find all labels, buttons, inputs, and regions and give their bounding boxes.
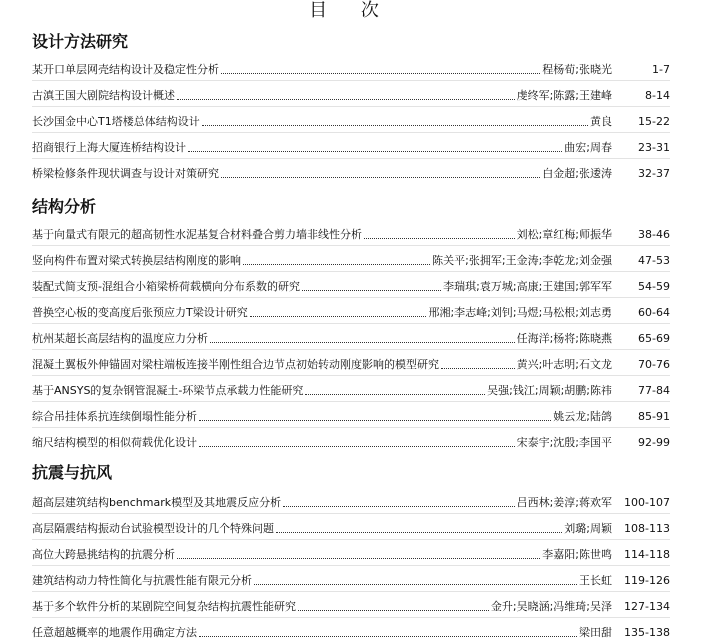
entry-pages: 100-107 (624, 496, 670, 509)
entry-authors: 陈关平;张拥军;王金涛;李乾龙;刘金强 (432, 254, 612, 267)
entry-divider (32, 427, 670, 428)
entry-authors: 刘松;章红梅;师振华 (516, 228, 612, 241)
toc-entry[interactable] (32, 139, 670, 155)
entry-authors: 刘璐;周颖 (564, 522, 612, 535)
entry-title: 普换空心板的变高度后张预应力T梁设计研究 (32, 306, 248, 319)
toc-entry[interactable] (32, 546, 670, 562)
dot-leader (210, 341, 515, 343)
toc-entry[interactable] (32, 520, 670, 536)
entry-pages: 54-59 (638, 280, 670, 293)
toc-entry[interactable] (32, 87, 670, 103)
dot-leader (254, 583, 577, 585)
entry-pages: 60-64 (638, 306, 670, 319)
entry-title: 装配式简支预-混组合小箱梁桥荷载横向分布系数的研究 (32, 280, 300, 293)
entry-divider (32, 80, 670, 81)
entry-divider (32, 375, 670, 376)
dot-leader (302, 289, 441, 291)
entry-pages: 127-134 (624, 600, 670, 613)
entry-pages: 15-22 (638, 115, 670, 128)
section-heading: 设计方法研究 (32, 32, 129, 51)
entry-pages: 38-46 (638, 228, 670, 241)
dot-leader (250, 315, 427, 317)
entry-divider (32, 349, 670, 350)
entry-title: 招商银行上海大厦连桥结构设计 (32, 141, 186, 154)
entry-title: 某开口单层网壳结构设计及稳定性分析 (32, 63, 219, 76)
entry-title: 建筑结构动力特性简化与抗震性能有限元分析 (32, 574, 252, 587)
entry-divider (32, 617, 670, 618)
entry-title: 竖向构件布置对梁式转换层结构刚度的影响 (32, 254, 241, 267)
toc-entry[interactable] (32, 356, 670, 372)
entry-authors: 白金超;张逶涛 (542, 167, 612, 180)
entry-divider (32, 158, 670, 159)
entry-divider (32, 245, 670, 246)
entry-pages: 1-7 (652, 63, 670, 76)
entry-title: 综合吊挂体系抗连续倒塌性能分析 (32, 410, 197, 423)
entry-title: 基于多个软件分析的某剧院空间复杂结构抗震性能研究 (32, 600, 296, 613)
entry-title: 基于向量式有限元的超高韧性水泥基复合材料叠合剪力墙非线性分析 (32, 228, 362, 241)
dot-leader (202, 124, 588, 126)
entry-pages: 135-138 (624, 626, 670, 639)
dot-leader (199, 419, 551, 421)
entry-pages: 108-113 (624, 522, 670, 535)
entry-pages: 92-99 (638, 436, 670, 449)
entry-pages: 8-14 (645, 89, 670, 102)
dot-leader (305, 393, 485, 395)
toc-entry[interactable] (32, 252, 670, 268)
entry-authors: 宋泰宇;沈殷;李国平 (516, 436, 612, 449)
dot-leader (221, 72, 540, 74)
entry-title: 混凝土翼板外伸锚固对梁柱端板连接半刚性组合边节点初始转动刚度影响的模型研究 (32, 358, 439, 371)
dot-leader (177, 98, 515, 100)
entry-divider (32, 132, 670, 133)
entry-title: 古滇王国大剧院结构设计概述 (32, 89, 175, 102)
toc-entry[interactable] (32, 408, 670, 424)
entry-title: 超高层建筑结构benchmark模型及其地震反应分析 (32, 496, 282, 509)
toc-entry[interactable] (32, 434, 670, 450)
entry-title: 高位大跨悬挑结构的抗震分析 (32, 548, 175, 561)
entry-divider (32, 271, 670, 272)
dot-leader (199, 635, 577, 637)
entry-authors: 虔终军;陈露;王建峰 (516, 89, 612, 102)
entry-pages: 119-126 (624, 574, 670, 587)
entry-divider (32, 591, 670, 592)
entry-pages: 47-53 (638, 254, 670, 267)
dot-leader (221, 176, 540, 178)
entry-divider (32, 297, 670, 298)
entry-authors: 王长虹 (579, 574, 612, 587)
entry-authors: 李瑞琪;袁万城;高康;王建国;郭军军 (443, 280, 612, 293)
section-heading: 抗震与抗风 (32, 463, 113, 482)
entry-title: 缩尺结构模型的相似荷载优化设计 (32, 436, 197, 449)
entry-pages: 65-69 (638, 332, 670, 345)
dot-leader (188, 150, 562, 152)
toc-entry[interactable] (32, 382, 670, 398)
entry-pages: 70-76 (638, 358, 670, 371)
entry-title: 任意超越概率的地震作用确定方法 (32, 626, 197, 639)
dot-leader (276, 531, 562, 533)
toc-entry[interactable] (32, 598, 670, 614)
toc-entry[interactable] (32, 624, 670, 640)
entry-authors: 姚云龙;陆鸽 (553, 410, 612, 423)
entry-authors: 任海洋;杨将;陈晓燕 (516, 332, 612, 345)
entry-title: 桥梁检修条件现状调查与设计对策研究 (32, 167, 219, 180)
entry-authors: 李嘉阳;陈世鸣 (542, 548, 612, 561)
dot-leader (364, 237, 515, 239)
entry-pages: 32-37 (638, 167, 670, 180)
entry-divider (32, 106, 670, 107)
dot-leader (199, 445, 515, 447)
toc-entry[interactable] (32, 330, 670, 346)
toc-entry[interactable] (32, 113, 670, 129)
entry-divider (32, 539, 670, 540)
dot-leader (177, 557, 540, 559)
entry-authors: 梁田甜 (579, 626, 612, 639)
entry-title: 高层隔震结构振动台试验模型设计的几个特殊问题 (32, 522, 274, 535)
dot-leader (283, 505, 514, 507)
toc-entry[interactable] (32, 494, 670, 510)
entry-pages: 77-84 (638, 384, 670, 397)
entry-authors: 黄兴;叶志明;石文龙 (516, 358, 612, 371)
section-heading: 结构分析 (32, 197, 97, 216)
entry-divider (32, 513, 670, 514)
toc-entry[interactable] (32, 61, 670, 77)
toc-entry[interactable] (32, 226, 670, 242)
dot-leader (298, 609, 489, 611)
toc-title: 目 次 (309, 0, 393, 21)
entry-authors: 邢湘;李志峰;刘钊;马煜;马松根;刘志勇 (428, 306, 612, 319)
entry-authors: 曲宏;周春 (564, 141, 612, 154)
entry-authors: 金升;吴晓涵;冯维琦;吴泽 (490, 600, 612, 613)
entry-authors: 程杨荀;张晓光 (542, 63, 612, 76)
entry-divider (32, 565, 670, 566)
entry-divider (32, 401, 670, 402)
entry-pages: 114-118 (624, 548, 670, 561)
entry-authors: 吕西林;姜淳;蒋欢军 (516, 496, 612, 509)
entry-authors: 吴强;钱江;周颖;胡鹏;陈祎 (487, 384, 612, 397)
entry-title: 基于ANSYS的复杂钢管混凝土-环梁节点承载力性能研究 (32, 384, 304, 397)
entry-pages: 23-31 (638, 141, 670, 154)
dot-leader (243, 263, 430, 265)
entry-authors: 黄良 (590, 115, 612, 128)
entry-pages: 85-91 (638, 410, 670, 423)
toc-entry[interactable] (32, 165, 670, 181)
entry-title: 长沙国金中心T1塔楼总体结构设计 (32, 115, 200, 128)
entry-title: 杭州某超长高层结构的温度应力分析 (32, 332, 208, 345)
toc-entry[interactable] (32, 278, 670, 294)
toc-entry[interactable] (32, 304, 670, 320)
dot-leader (441, 367, 515, 369)
toc-entry[interactable] (32, 572, 670, 588)
entry-divider (32, 323, 670, 324)
